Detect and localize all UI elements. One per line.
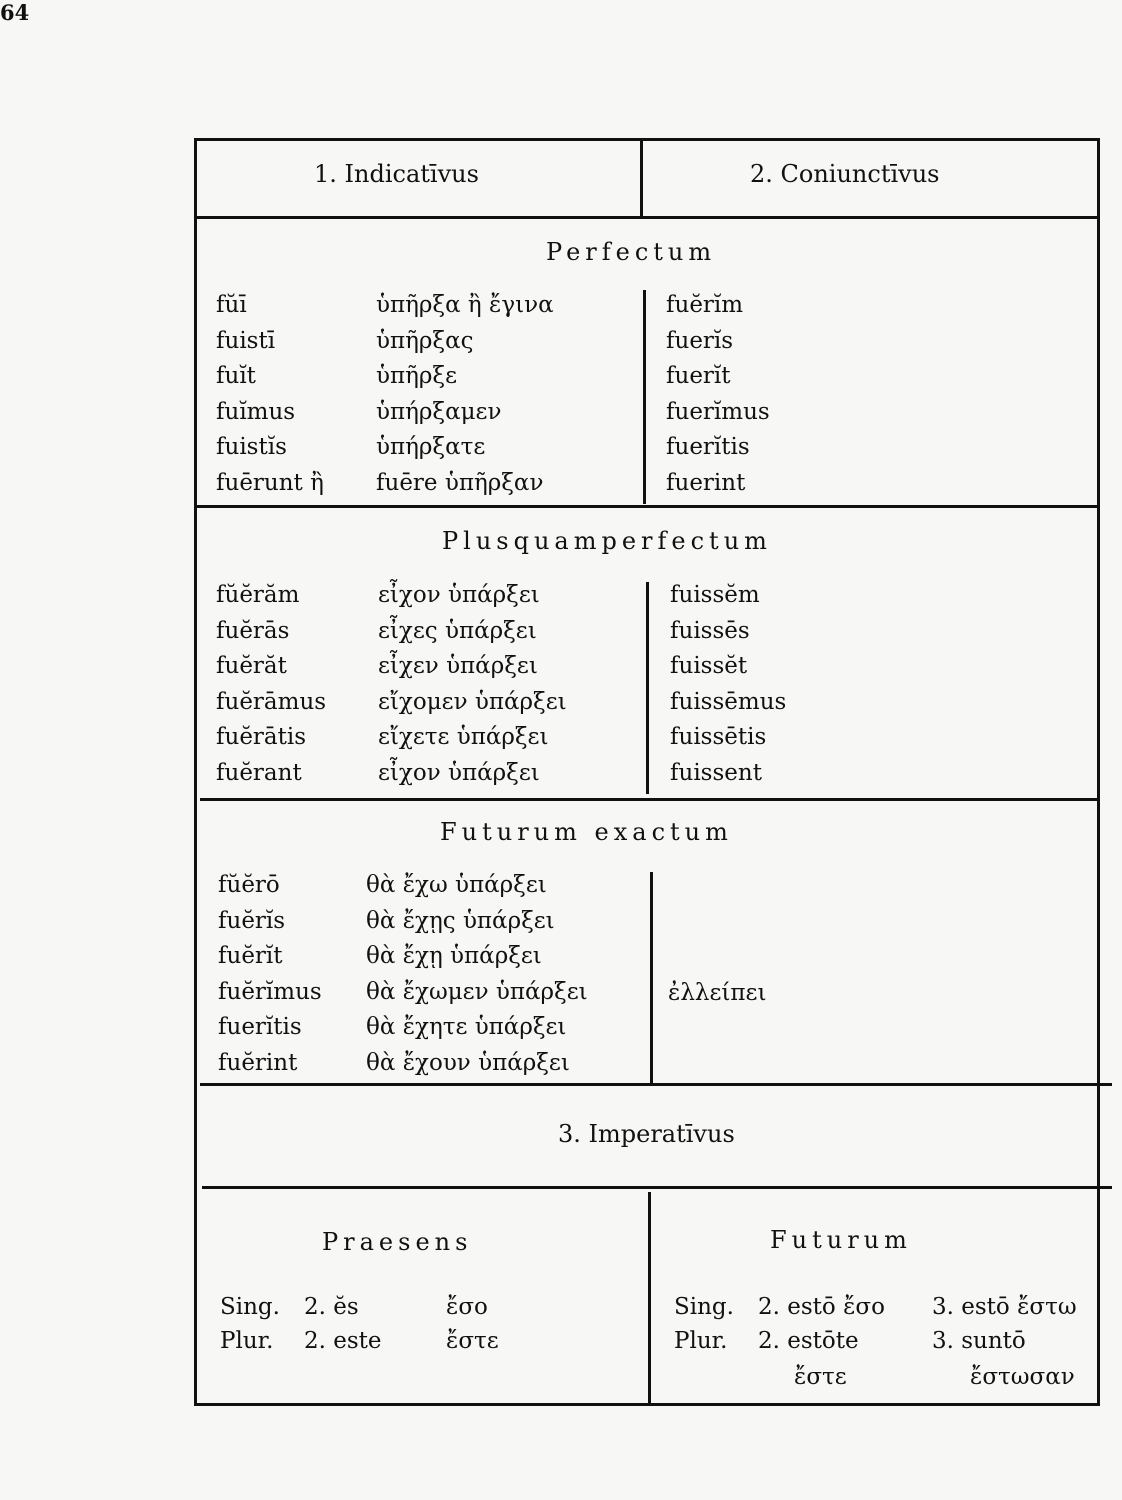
section-title-plusquamperfectum: Plusquamperfectum [442, 527, 772, 555]
perfectum-divider [643, 290, 646, 504]
futurum-sing-p3: 3. estō ἔστω [932, 1294, 1077, 1320]
futurum-sing-label: Sing. [674, 1294, 734, 1320]
praesens-sing-label: Sing. [220, 1294, 280, 1320]
list-item: ὑπήρξαμεν [376, 398, 502, 425]
list-item: fuĕrĭs [218, 907, 286, 934]
list-item: fŭĕrō [218, 872, 280, 898]
futurum-plur-p3-greek: ἔστωσαν [970, 1364, 1075, 1390]
list-item: εἶχες ὑπάρξει [378, 617, 537, 644]
list-item: fuĕrant [216, 759, 302, 786]
list-item: ὑπῆρξας [376, 327, 474, 354]
list-item: fuissēs [670, 617, 750, 644]
section-rule [196, 505, 1098, 508]
perfectum-subjunctive-column [666, 288, 770, 501]
imperativus-praesens-title: Praesens [322, 1228, 473, 1256]
list-item: fuĕrāmus [216, 688, 327, 715]
list-item: θὰ ἔχῃ ὑπάρξει [366, 943, 542, 969]
list-item: ὑπήρξατε [376, 434, 486, 460]
praesens-plur-label: Plur. [220, 1328, 274, 1354]
header-indicative: 1. Indicatīvus [314, 160, 479, 188]
header-rule [196, 216, 1098, 219]
list-item: εἶχεν ὑπάρξει [378, 653, 538, 679]
praesens-plur-form: 2. este [304, 1328, 382, 1354]
perfectum-latin-column [216, 288, 324, 501]
list-item: fuerĭs [666, 327, 734, 354]
list-item: fuĕrātis [216, 724, 307, 750]
list-item: fuĕrĭmus [218, 978, 322, 1005]
plusquamperfectum-divider [646, 582, 649, 794]
section-title-futurum-exactum: Futurum exactum [440, 818, 733, 846]
section-title-perfectum: Perfectum [546, 238, 717, 266]
section-rule [202, 1186, 1112, 1189]
futurum-plur-label: Plur. [674, 1328, 728, 1354]
list-item: θὰ ἔχω ὑπάρξει [366, 872, 547, 898]
list-item: fuērunt ἢ [216, 469, 324, 496]
futurum-plur-p2-greek: ἔστε [794, 1364, 847, 1390]
list-item: εἴχομεν ὑπάρξει [378, 688, 567, 715]
list-item: θὰ ἔχουν ὑπάρξει [366, 1049, 570, 1076]
list-item: ὑπῆρξε [376, 363, 457, 389]
plusquamperfectum-subjunctive-column [670, 578, 786, 791]
futurum-exactum-divider [650, 872, 653, 1084]
list-item: fuĕrās [216, 617, 290, 644]
list-item: εἶχον ὑπάρξει [378, 582, 540, 608]
plusquamperfectum-greek-column [378, 578, 567, 791]
futurum-plur-p3: 3. suntō [932, 1328, 1026, 1354]
futurum-sing-p2: 2. estō ἔσο [758, 1294, 885, 1320]
praesens-sing-form: 2. ĕs [304, 1294, 359, 1320]
list-item: ὑπῆρξα ἢ ἔγινα [376, 292, 554, 318]
list-item: fuĕrĭm [666, 292, 744, 318]
list-item: fuerĭmus [666, 398, 770, 425]
futurum-exactum-subjunctive-note: ἐλλείπει [668, 980, 767, 1006]
list-item: fuĕrint [218, 1049, 298, 1076]
header-divider [640, 140, 643, 218]
list-item: fuissent [670, 759, 762, 786]
list-item: εἴχετε ὑπάρξει [378, 724, 549, 750]
list-item: fŭī [216, 292, 247, 318]
futurum-exactum-latin-column [218, 868, 322, 1081]
page-number: 64 [0, 0, 30, 25]
list-item: fŭĕrăm [216, 582, 300, 608]
list-item: fuerint [666, 469, 746, 496]
list-item: fuissētis [670, 724, 767, 750]
plusquamperfectum-latin-column [216, 578, 326, 791]
section-rule [200, 1083, 1112, 1086]
section-title-imperativus: 3. Imperatīvus [558, 1120, 735, 1148]
imperativus-futurum-title: Futurum [770, 1226, 912, 1254]
praesens-plur-greek: ἔστε [446, 1328, 499, 1354]
list-item: fuistī [216, 327, 276, 354]
header-subjunctive: 2. Coniunctīvus [750, 160, 940, 188]
praesens-sing-greek: ἔσο [446, 1294, 488, 1320]
list-item: fuerĭtis [666, 434, 750, 460]
perfectum-greek-column [376, 288, 554, 501]
list-item: fuerĭt [666, 363, 731, 389]
list-item: fuerĭtis [218, 1014, 302, 1040]
list-item: θὰ ἔχητε ὑπάρξει [366, 1014, 567, 1040]
imperativus-divider [648, 1192, 651, 1406]
list-item: εἶχον ὑπάρξει [378, 759, 540, 786]
list-item: fuĭmus [216, 398, 296, 425]
list-item: fuĕrĭt [218, 943, 283, 969]
list-item: θὰ ἔχῃς ὑπάρξει [366, 907, 555, 934]
list-item: fuissĕt [670, 653, 748, 679]
list-item: fuissēmus [670, 688, 787, 715]
futurum-exactum-greek-column [366, 868, 588, 1081]
list-item: fuissĕm [670, 582, 760, 608]
list-item: fuistĭs [216, 434, 287, 460]
list-item: fuĕrăt [216, 653, 287, 679]
futurum-plur-p2: 2. estōte [758, 1328, 859, 1354]
list-item: fuĭt [216, 363, 256, 389]
list-item: fuēre ὑπῆρξαν [376, 469, 544, 496]
section-rule [200, 798, 1098, 801]
list-item: θὰ ἔχωμεν ὑπάρξει [366, 978, 588, 1005]
